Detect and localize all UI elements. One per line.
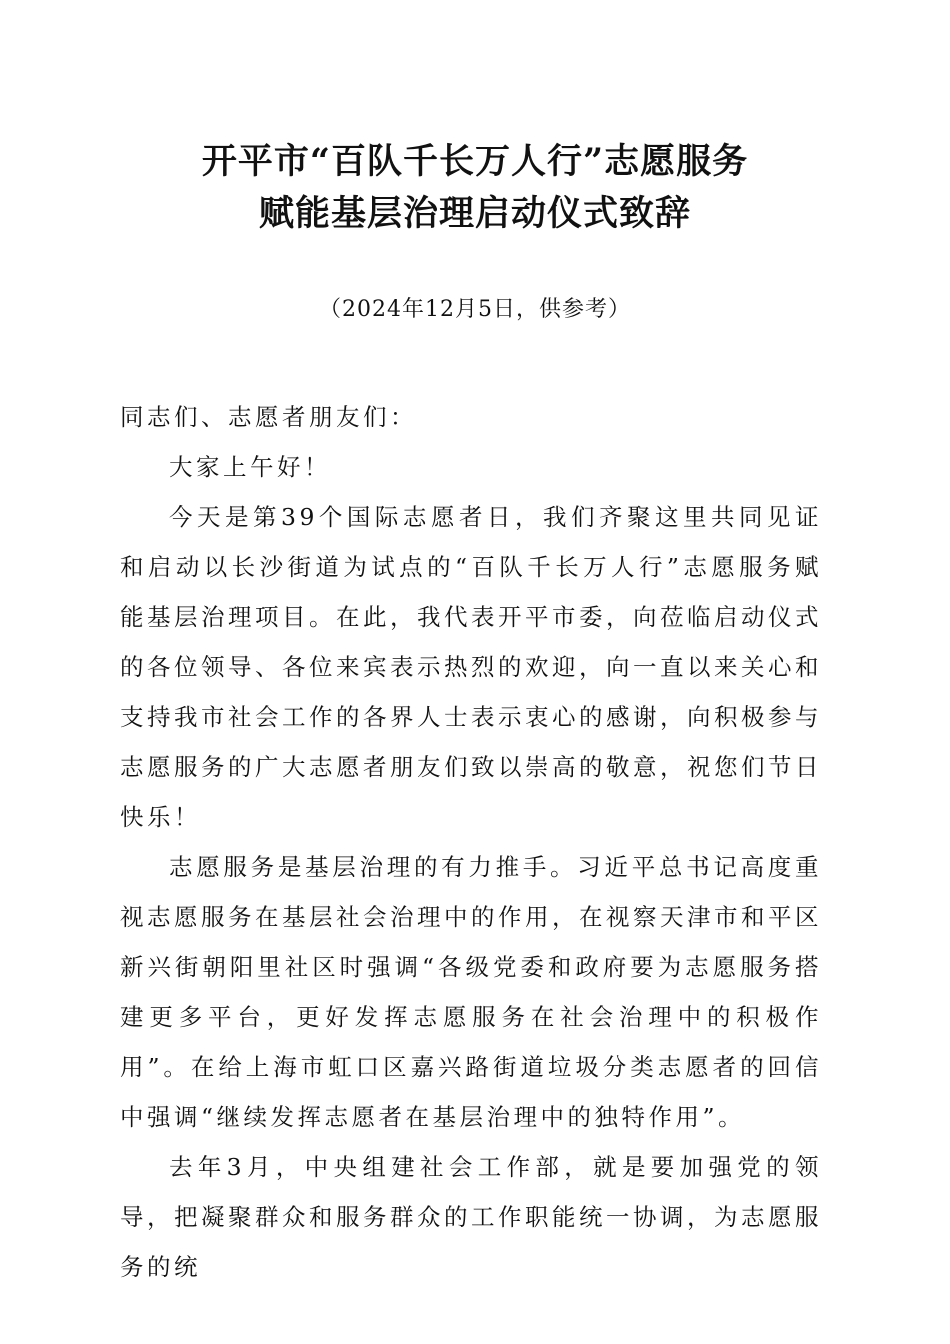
salutation: 同志们、志愿者朋友们： <box>120 403 417 431</box>
speech-body <box>120 392 822 1292</box>
paragraph-volunteer-governance: 志愿服务是基层治理的有力推手。习近平总书记高度重视志愿服务在基层社会治理中的作用，在视察天津市和平区新兴街朝阳里社区时强调“各级党委和政府要为志愿服务搭建更多平台，更好发挥志愿服务在社会治理中的积极作用”。在给上海市虹口区嘉兴路街道垃圾分类志愿者的回信中强调“继续发挥志愿者在基层治理中的独特作用”。 <box>120 853 822 1131</box>
paragraph-opening: 今天是第39个国际志愿者日，我们齐聚这里共同见证和启动以长沙街道为试点的“百队千长万人行”志愿服务赋能基层治理项目。在此，我代表开平市委，向莅临启动仪式的各位领导、各位来宾表示热烈的欢迎，向一直以来关心和支持我市社会工作的各界人士表示衷心的感谢，向积极参与志愿服务的广大志愿者朋友们致以崇高的敬意，祝您们节日快乐！ <box>120 503 822 831</box>
paragraph-greeting: 大家上午好！ <box>169 453 331 481</box>
title-line-2: 赋能基层治理启动仪式致辞 <box>258 193 691 234</box>
paragraph-social-work-department: 去年3月，中央组建社会工作部，就是要加强党的领导，把凝聚群众和服务群众的工作职能统一协调，为志愿服务的统 <box>120 1153 822 1281</box>
title-line-1: 开平市“百队千长万人行”志愿服务 <box>201 141 749 182</box>
date-subtitle: （2024年12月5日，供参考） <box>319 297 631 322</box>
